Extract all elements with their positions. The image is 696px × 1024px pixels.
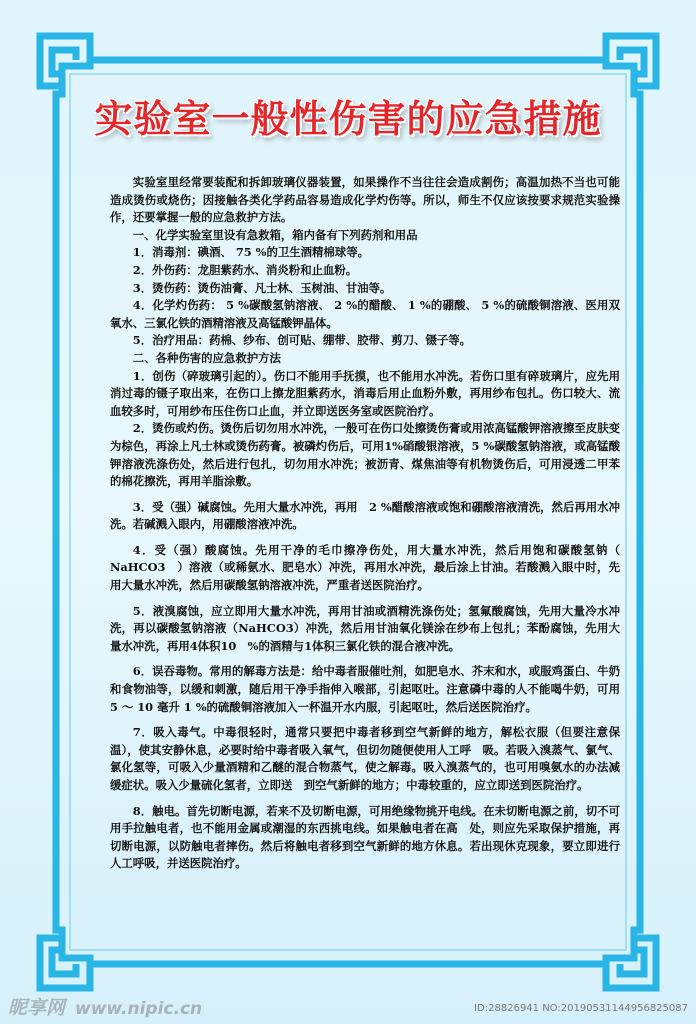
list-item: 1．消毒剂：碘酒、 75 %的卫生酒精棉球等。 (132, 245, 369, 260)
intro-paragraph: 实验室里经常要装配和拆卸玻璃仪器装置，如果操作不当往往会造成割伤；高温加热不当也可能造成烫伤或烧伤；因接触各类化学药品容易造成化学灼伤等。所以，师生不仅应该按要求规范实验操作，还要掌握一般的应急救护方法。 (110, 175, 620, 225)
list-item: 6．误吞毒物。常用的解毒方法是：给中毒者服催吐剂，如肥皂水、芥末和水，或服鸡蛋白、牛奶和食物油等，以缓和刺激，随后用干净手指伸入喉部，引起呕吐。注意磷中毒的人不能喝牛奶，可用 5 ～ 10 毫升 1 %的硫酸铜溶液加入一杯温开水内服，引起呕吐，然后送医院治疗。 (110, 664, 620, 714)
list-item: 7．吸入毒气。中毒很轻时，通常只要把中毒者移到空气新鲜的地方，解松衣服（但要注意保温），使其安静休息，必要时给中毒者吸入氧气，但切勿随便使用人工呼 吸。若吸入溴蒸气、氯气、氯化氢等，可吸入少量酒精和乙醚的混合物蒸气，使之解毒。吸入溴蒸气的，也可用嗅氨水的办法减缓症状。吸入少量硫化氢者，立即送 到空气新鲜的地方；中毒较重的，应立即送到医院治疗。 (110, 725, 620, 792)
section-heading-2: 二、各种伤害的应急救护方法 (132, 350, 281, 365)
section-heading-1: 一、化学实验室里设有急救箱，箱内备有下列药剂和用品 (132, 227, 418, 242)
list-item: 1．创伤（碎玻璃引起的）。伤口不能用手抚摸，也不能用水冲洗。若伤口里有碎玻璃片，应先用消过毒的镊子取出来，在伤口上擦龙胆紫药水，消毒后用止血粉外敷，再用纱布包扎。伤口较大、流血较多时，可用纱布压住伤口止血，并立即送医务室或医院治疗。 (110, 368, 620, 418)
page-title: 实验室一般性伤害的应急措施 (94, 97, 602, 141)
watermark-url: www.nipic.cn (75, 999, 203, 1019)
list-item: 8．触电。首先切断电源，若来不及切断电源，可用绝缘物挑开电线。在未切断电源之前，切不可用手拉触电者，也不能用金属或潮湿的东西挑电线。如果触电者在高 处，则应先采取保护措施，再切断电源，以防触电者摔伤。然后将触电者移到空气新鲜的地方休息。若出现休克现象，要立即进行人工呼吸，并送医院治疗。 (110, 803, 620, 871)
site-watermark (8, 993, 202, 1020)
list-item: 2．烫伤或灼伤。烫伤后切勿用水冲洗，一般可在伤口处擦烫伤膏或用浓高锰酸钾溶液擦至皮肤变为棕色，再涂上凡士林或烫伤药膏。被磷灼伤后，可用1%硝酸银溶液，5 %碳酸氢钠溶液，或高锰酸钾溶液洗涤伤处，然后进行包扎，切勿用水冲洗；被沥青、煤焦油等有机物烫伤后，可用浸透二甲苯的棉花擦洗，再用羊脂涂敷。 (110, 421, 620, 489)
image-id-label: ID:28826941 NO:20190531144956825087 (474, 1003, 688, 1014)
list-item: 5．液溴腐蚀，应立即用大量水冲洗，再用甘油或酒精洗涤伤处；氢氟酸腐蚀，先用大量冷水冲洗，再以碳酸氢钠溶液（NaHCO3）冲洗，然后用甘油氧化镁涂在纱布上包扎；苯酚腐蚀，先用大量水冲洗，再用4体积10 %的酒精与1体积三氯化铁的混合液冲洗。 (110, 603, 620, 653)
list-item: 4．受（强）酸腐蚀。先用干净的毛巾擦净伤处，用大量水冲洗，然后用饱和碳酸氢钠（ NaHCO3 ）溶液（或稀氨水、肥皂水）冲洗，再用水冲洗，最后涂上甘油。若酸溅入眼中时，先用大量水冲洗，然后用碳酸氢钠溶液冲洗，严重者送医院治疗。 (110, 542, 632, 593)
list-item: 2．外伤药：龙胆紫药水、消炎粉和止血粉。 (132, 262, 358, 277)
article-body (110, 174, 632, 873)
list-item: 5．治疗用品：药棉、纱布、创可贴、绷带、胶带、剪刀、镊子等。 (132, 333, 472, 348)
list-item: 4．化学灼伤药： 5 %碳酸氢钠溶液、 2 %的醋酸、 1 %的硼酸、 5 %的硫酸铜溶液、医用双氧水、三氯化铁的酒精溶液及高锰酸钾晶体。 (110, 298, 620, 330)
list-item: 3．受（强）碱腐蚀。先用大量水冲洗，再用 2 %醋酸溶液或饱和硼酸溶液清洗，然后再用水冲洗。若碱溅入眼内，用硼酸溶液冲洗。 (110, 499, 620, 532)
list-item: 3．烫伤药：烫伤油膏、凡士林、玉树油、甘油等。 (132, 280, 392, 295)
watermark-brand: 昵享网 (8, 997, 66, 1019)
